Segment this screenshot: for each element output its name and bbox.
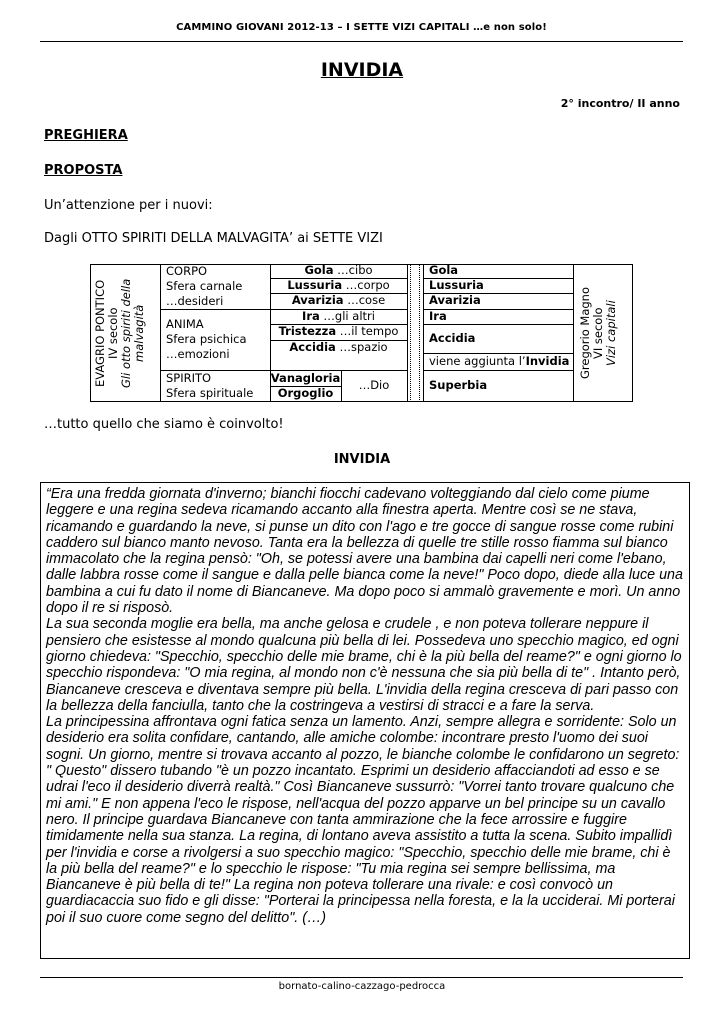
added-prefix: viene aggiunta l’ <box>429 354 526 368</box>
proposal-heading: PROPOSTA <box>44 163 123 178</box>
spirit-note: …il tempo <box>336 324 399 338</box>
spirit-note: …gli altri <box>319 309 375 323</box>
story-paragraph: La principessina affrontava ogni fatica senza un lamento. Anzi, sempre allegra e sorridente: Solo un desiderio era solita confidare, cantando, alle amiche colombe: incontrare presto l'uomo dei suoi sogni. Un giorno, mentre si trovava accanto al pozzo, le bianche colombe le confidarono un segreto: " Questo" dissero tubando "è un pozzo incantato. Esprimi un desiderio affacciandoti ad esso e se udrai l'eco il desiderio diverrà realtà." Così Biancaneve sussurrò: "Vorrei tanto trovare qualcuno che mi ami." E non appena l'eco le rispose, nell'acqua del pozzo apparve un bel principe su un cavallo nero. Il principe guardava Biancaneve con tanta ammirazione che la fece arrossire e fuggire timidamente nella sua stanza. La regina, di lontano aveva assistito a tutta la scena. Subito impallidì per l'invidia e corse a rivolgersi a suo specchio magico: "Specchio, specchio delle mie brame, chi è la più bella del reame?" e lo specchio le rispose: "Tu mia regina sei sempre bellissima, ma Biancaneve è più bella di te!" La regina non poteva tollerare una rivale: e così convocò un guardiacaccia suo fido e gli disse: "Porterai la principessa nella foresta, e la la ucciderai. Mi porterai poi il suo cuore come segno del delitto". (…) <box>46 714 680 926</box>
spirit-god-note: …Dio <box>358 378 390 392</box>
group-name: CORPO <box>166 264 208 278</box>
vice-item: Gola <box>429 263 459 277</box>
spirit-row <box>270 340 407 355</box>
group-name: ANIMA <box>166 317 204 331</box>
spirit-note: …spazio <box>335 340 388 354</box>
story-title: INVIDIA <box>333 452 391 467</box>
table-divider <box>423 264 424 402</box>
evagrius-work: Gli otto spiriti della <box>119 278 133 388</box>
spirit-name: Avarizia <box>291 293 344 307</box>
gregory-work: Vizi capitali <box>604 300 618 366</box>
vice-item: Lussuria <box>429 278 484 292</box>
vice-item: Ira <box>429 309 447 323</box>
spirit-note: …corpo <box>342 278 390 292</box>
group-soul <box>166 317 247 362</box>
group-note: …desideri <box>166 294 224 308</box>
spirit-row <box>270 263 407 278</box>
table-divider <box>160 264 161 402</box>
spirit-row <box>270 309 407 324</box>
story-paragraph: La sua seconda moglie era bella, ma anche gelosa e crudele , e non poteva tollerare neppure il pensiero che esistesse al mondo qualcuna più bella di lei. Possedeva uno specchio magico, ed ogni giorno chiedeva: "Specchio, specchio delle mie brame, chi è la più bella del reame?" e ogni giorno lo specchio rispondeva: "O mia regina, al mondo non c'è nessuna che sia più bella di te" . Intanto però, Biancaneve cresceva e diventava sempre più bella. L'invidia della regina cresceva di pari passo con la bellezza della fanciulla, tanto che la costringeva a vestirsi di stracci e a fare la serva. <box>46 616 682 714</box>
newcomers-text: Un’attenzione per i nuovi: <box>44 198 213 213</box>
story-paragraph: “Era una fredda giornata d'inverno; bianchi fiocchi cadevano volteggiando dal cielo come piume leggere e una regina sedeva ricamando accanto alla finestra aperta. Mentre così se ne stava, ricamando e guardando la neve, si punse un dito con l'ago e tre gocce di sangue rosse come rubini caddero sul bianco manto nevoso. Tanta era la bellezza di quelle tre stille rosso fiamma sul bianco immacolato che la regina pensò: "Oh, se potessi avere una bambina dai capelli neri come l'ebano, dalle labbra rosse come il sangue e dalla pelle bianca come la neve!" Poco dopo, diede alla luce una bambina a cui fu dato il nome di Biancaneve. Ma dopo poco si ammalò gravemente e morì. Un anno dopo il re si risposò. <box>46 486 683 617</box>
footer-rule <box>40 977 683 978</box>
row-line <box>423 324 573 325</box>
spirit-vainglory: Vanagloria <box>270 371 341 385</box>
group-note: …emozioni <box>166 347 230 361</box>
row-line <box>423 370 573 371</box>
meeting-label: 2° incontro/ II anno <box>560 97 680 110</box>
prayer-heading: PREGHIERA <box>44 128 128 143</box>
vices-table <box>90 264 633 402</box>
involved-text: …tutto quello che siamo è coinvolto! <box>44 417 284 432</box>
group-body <box>166 264 242 309</box>
document-header: CAMMINO GIOVANI 2012-13 – I SETTE VIZI CAPITALI …e non solo! <box>176 22 547 33</box>
spirit-note: …cose <box>343 293 386 307</box>
vice-item: Avarizia <box>429 293 481 307</box>
spirit-name: Lussuria <box>287 278 343 292</box>
spirit-name: Ira <box>302 309 320 323</box>
evagrius-author: EVAGRIO PONTICO <box>93 279 107 387</box>
story-box <box>40 482 690 959</box>
evagrius-label <box>94 270 156 396</box>
vice-item: Superbia <box>429 378 488 392</box>
table-divider <box>419 264 420 402</box>
spirits-to-vices-text: Dagli OTTO SPIRITI DELLA MALVAGITA’ ai SETTE VIZI <box>44 231 383 246</box>
spirit-row <box>270 293 407 308</box>
page-title: INVIDIA <box>320 59 404 81</box>
group-name: SPIRITO <box>166 371 212 385</box>
table-divider <box>573 264 574 402</box>
group-spirit <box>166 371 253 401</box>
spirit-pride: Orgoglio <box>277 386 334 400</box>
spirit-name: Accidia <box>289 340 336 354</box>
added-vice-row <box>429 354 569 369</box>
gregory-label <box>579 270 629 396</box>
spirit-name: Gola <box>304 263 334 277</box>
page-footer: bornato-calino-cazzago-pedrocca <box>278 981 446 992</box>
group-sphere: Sfera psichica <box>166 332 247 346</box>
evagrius-work-cont: malvagità <box>132 304 146 362</box>
group-sphere: Sfera carnale <box>166 279 243 293</box>
table-divider <box>407 264 408 402</box>
spirit-row <box>270 324 407 339</box>
gregory-century: VI secolo <box>591 307 605 359</box>
group-sphere: Sfera spirituale <box>166 386 254 400</box>
header-rule <box>40 41 683 42</box>
spirit-row <box>270 278 407 293</box>
added-vice: Invidia <box>525 354 570 368</box>
gregory-author: Gregorio Magno <box>578 287 592 380</box>
table-divider <box>410 264 411 402</box>
spirit-note: …cibo <box>333 263 373 277</box>
vice-item: Accidia <box>429 331 476 345</box>
spirit-name: Tristezza <box>278 324 337 338</box>
evagrius-century: IV secolo <box>106 307 120 359</box>
